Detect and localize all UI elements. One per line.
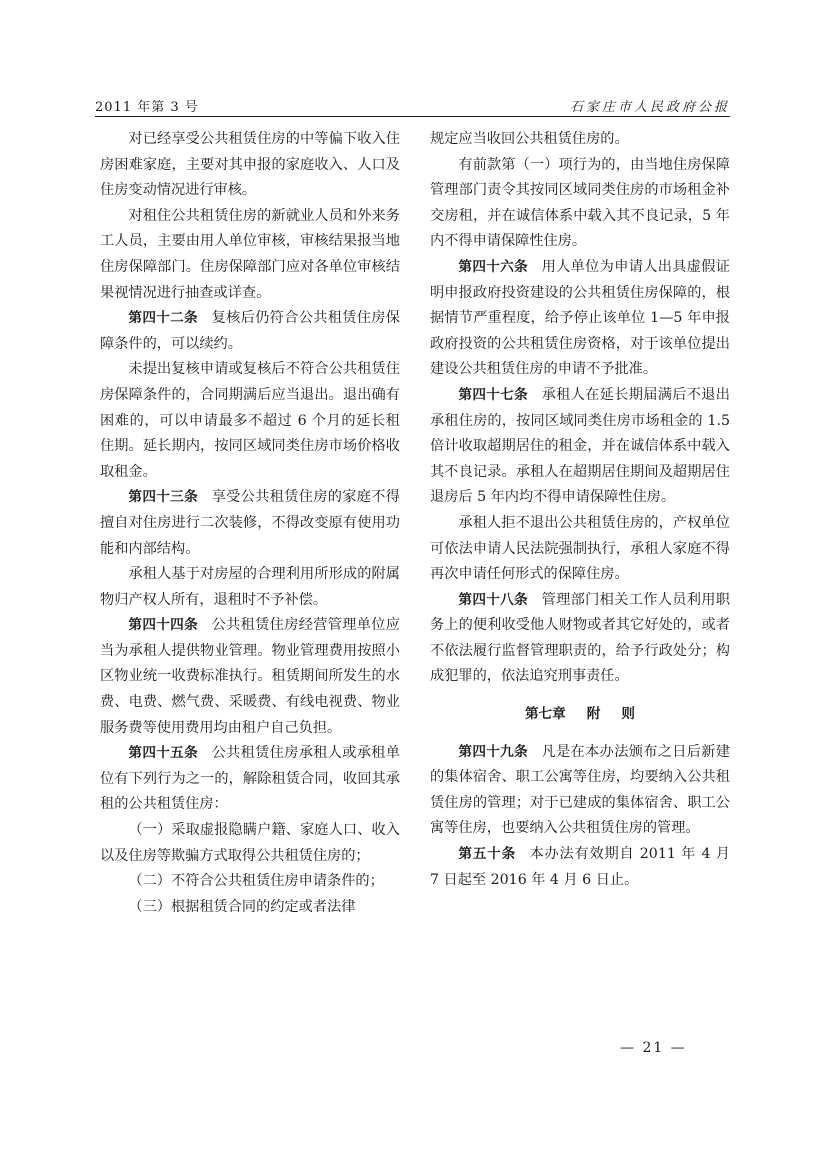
body-paragraph: （三）根据租赁合同的约定或者法律 xyxy=(128,898,356,915)
article-paragraph xyxy=(430,588,730,690)
article-label: 第四十六条 xyxy=(458,258,529,275)
article-label: 第四十八条 xyxy=(458,591,529,608)
article-paragraph xyxy=(430,255,730,383)
body-paragraph: 规定应当收回公共租赁住房的。 xyxy=(430,131,629,147)
article-label: 第四十九条 xyxy=(458,743,529,760)
page-number: — 21 — xyxy=(620,1040,687,1056)
article-text: 公共租赁住房经营管理单位应当为承租人提供物业管理。物业管理费用按照小区物业统一收费标准执行。租赁期间所发生的水费、电费、燃气费、采暖费、有线电视费、物业服务费等使用费用均由租户自己负担。 xyxy=(100,617,400,736)
article-label: 第四十二条 xyxy=(128,310,199,327)
article-text: 复核后仍符合公共租赁住房保障条件的，可以续约。 xyxy=(100,310,400,352)
article-label: 第四十五条 xyxy=(128,745,199,762)
left-column xyxy=(100,127,400,920)
body-paragraph: 未提出复核申请或复核后不符合公共租赁住房保障条件的，合同期满后应当退出。退出确有困难的，可以申请最多不超过 6 个月的延长租住期。延长期内，按同区域同类住房市场价格收取租金。 xyxy=(100,361,400,480)
article-label: 第五十条 xyxy=(458,846,516,863)
article-text: 公共租赁住房承租人或承租单位有下列行为之一的，解除租赁合同，收回其承租的公共租赁住房： xyxy=(100,745,400,813)
body-paragraph: 有前款第（一）项行为的，由当地住房保障管理部门责令其按同区域同类住房的市场租金补交房租，并在诚信体系中载入其不良记录，5 年内不得申请保障性住房。 xyxy=(430,156,730,250)
body-paragraph: 对租住公共租赁住房的新就业人员和外来务工人员，主要由用人单位审核，审核结果报当地住房保障部门。住房保障部门应对各单位审核结果视情况进行抽查或详查。 xyxy=(100,207,400,301)
article-text: 本办法有效期自 2011 年 4 月 7 日起至 2016 年 4 月 6 日止。 xyxy=(430,846,730,888)
article-paragraph xyxy=(100,306,400,357)
body-paragraph: （一）采取虚报隐瞒户籍、家庭人口、收入以及住房等欺骗方式取得公共租赁住房的； xyxy=(100,822,400,864)
article-label: 第四十七条 xyxy=(458,386,529,403)
issue-label: 2011 年第 3 号 xyxy=(95,100,199,115)
article-label: 第四十三条 xyxy=(128,489,199,506)
article-paragraph xyxy=(100,613,400,741)
article-text: 用人单位为申请人出具虚假证明申报政府投资建设的公共租赁住房保障的，根据情节严重程度，给予停止该单位 1—5 年申报政府投资的公共租赁住房资格，对于该单位提出建设公共租赁住房的申请不予批准。 xyxy=(430,258,730,378)
article-text: 管理部门相关工作人员利用职务上的便利收受他人财物或者其它好处的，或者不依法履行监督管理职责的，给予行政处分；构成犯罪的，依法追究刑事责任。 xyxy=(430,591,730,685)
article-paragraph xyxy=(100,485,400,562)
article-text: 承租人在延长期届满后不退出承租住房的，按同区域同类住房市场租金的 1.5 倍计收取超期居住的租金，并在诚信体系中载入其不良记录。承租人在超期居住期间及超期居住退房后 5 年内均不得申请保障性住房。 xyxy=(430,386,730,506)
header-rule xyxy=(95,116,730,117)
body-paragraph: （二）不符合公共租赁住房申请条件的； xyxy=(128,873,384,890)
body-paragraph: 承租人拒不退出公共租赁住房的，产权单位可依法申请人民法院强制执行，承租人家庭不得再次申请任何形式的保障住房。 xyxy=(430,514,730,583)
publication-title: 石家庄市人民政府公报 xyxy=(569,100,730,115)
right-column xyxy=(430,127,730,893)
article-paragraph xyxy=(100,741,400,818)
article-paragraph xyxy=(430,740,730,842)
article-text: 凡是在本办法颁布之日后新建的集体宿舍、职工公寓等住房，均要纳入公共租赁住房的管理；对于已建成的集体宿舍、职工公寓等住房，也要纳入公共租赁住房的管理。 xyxy=(430,743,730,837)
article-text: 享受公共租赁住房的家庭不得擅自对住房进行二次装修，不得改变原有使用功能和内部结构。 xyxy=(100,489,400,557)
chapter-heading: 第七章 附 则 xyxy=(524,706,636,723)
body-paragraph: 承租人基于对房屋的合理利用所形成的附属物归产权人所有，退租时不予补偿。 xyxy=(100,566,400,608)
article-label: 第四十四条 xyxy=(128,617,199,634)
article-paragraph xyxy=(430,383,730,511)
running-header xyxy=(95,96,730,116)
article-paragraph xyxy=(430,842,730,893)
body-paragraph: 对已经享受公共租赁住房的中等偏下收入住房困难家庭，主要对其申报的家庭收入、人口及住房变动情况进行审核。 xyxy=(100,131,400,199)
